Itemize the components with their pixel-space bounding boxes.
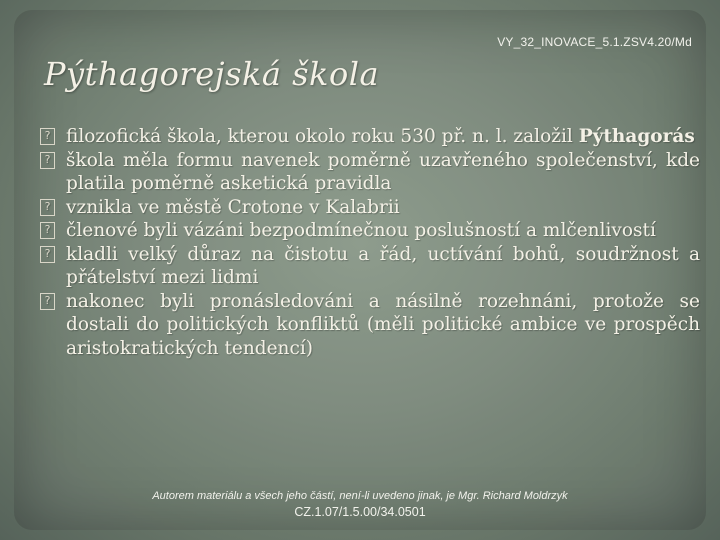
bullet-icon: ? (40, 293, 55, 310)
slide-title: Pýthagorejská škola (44, 55, 380, 93)
bullet-icon: ? (40, 152, 55, 169)
bullet-text: škola měla formu navenek poměrně uzavřeného společenství, kde platila poměrně asketická pravidla (66, 149, 700, 194)
bullet-icon: ? (40, 222, 55, 239)
bullet-list (40, 125, 700, 360)
project-code: CZ.1.07/1.5.00/34.0501 (294, 505, 426, 519)
material-code: VY_32_INOVACE_5.1.ZSV4.20/Md (497, 35, 692, 49)
author-credit: Autorem materiálu a všech jeho částí, není-li uvedeno jinak, je Mgr. Richard Moldrzyk (152, 490, 568, 502)
list-item (40, 125, 700, 149)
bullet-icon: ? (40, 199, 55, 216)
list-item (40, 196, 700, 220)
bullet-bold-text: Pýthagorás (578, 126, 695, 147)
bullet-text: vznikla ve městě Crotone v Kalabrii (66, 196, 400, 218)
bullet-icon: ? (40, 128, 55, 145)
list-item (40, 219, 700, 243)
bullet-text: filozofická škola, kterou okolo roku 530 př. n. l. založil (66, 126, 579, 147)
bullet-text: kladli velký důraz na čistotu a řád, uctívání bohů, soudržnost a přátelství mezi lidmi (66, 243, 700, 288)
bullet-text: členové byli vázáni bezpodmínečnou poslušností a mlčenlivostí (66, 220, 656, 241)
bullet-text: nakonec byli pronásledováni a násilně rozehnáni, protože se dostali do politických konfliktů (měli politické ambice ve prospěch aristokratických tendencí) (66, 290, 700, 359)
list-item (40, 149, 700, 196)
list-item (40, 243, 700, 290)
bullet-icon: ? (40, 246, 55, 263)
list-item (40, 290, 700, 361)
